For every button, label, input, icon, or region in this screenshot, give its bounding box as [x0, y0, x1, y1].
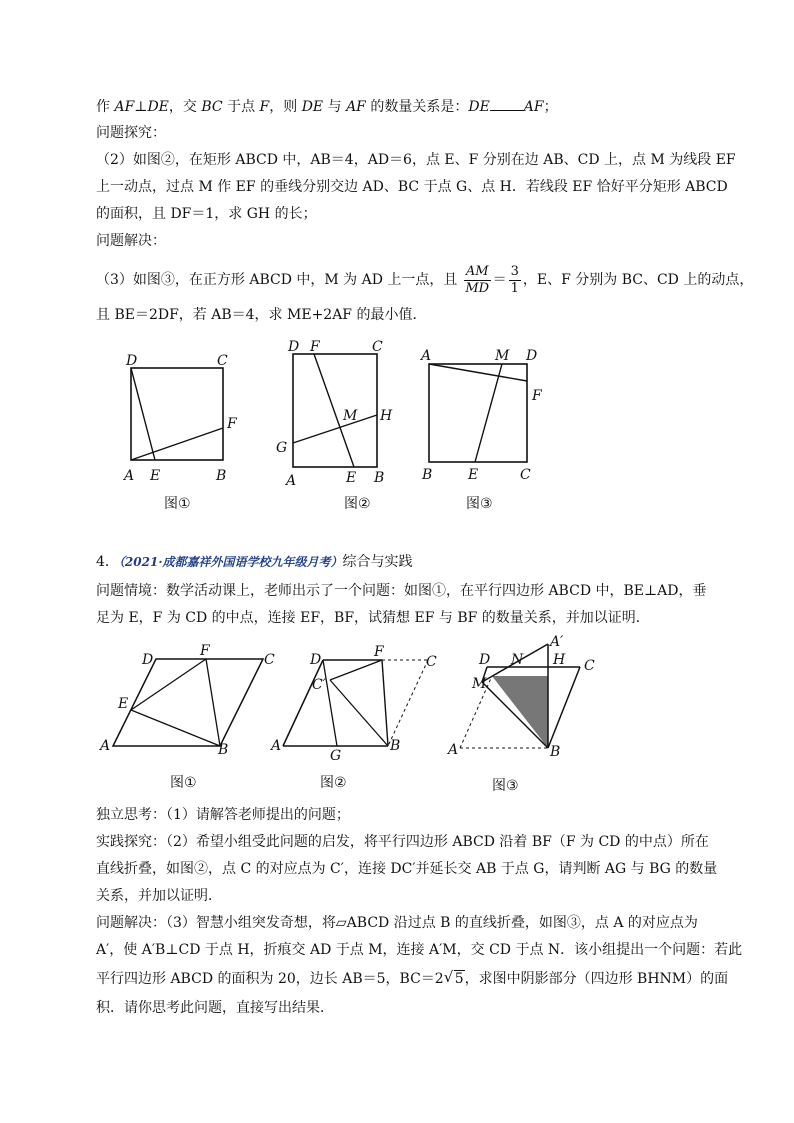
- q1-ending-line: 作 AF⊥DE，交 BC 于点 F，则 DE 与 AF 的数量关系是：DE AF；: [96, 96, 558, 117]
- segment-me: [475, 364, 502, 462]
- q2-line-1: （2）如图②，在矩形 ABCD 中，AB＝4，AD＝6，点 E、F 分别在边 AB、CD 上，点 M 为线段 EF: [96, 152, 736, 168]
- label-d: D: [526, 348, 538, 364]
- figure-4-3: [446, 634, 606, 803]
- label-b: B: [374, 470, 385, 486]
- label-e: E: [118, 696, 129, 712]
- segment-cb: [548, 667, 580, 748]
- segment-af: [429, 364, 527, 381]
- caption-fig2: 图②: [344, 496, 371, 512]
- label-h: H: [553, 652, 566, 668]
- label-m: M: [343, 408, 358, 424]
- segment-gh: [293, 415, 377, 443]
- label-e: E: [468, 467, 479, 483]
- heading-explore: 问题探究：: [96, 125, 166, 141]
- fraction-3-1: $\frac{3}{1}$: [510, 263, 519, 296]
- label-n: N: [511, 652, 524, 668]
- caption-fig1: 图①: [170, 775, 197, 791]
- label-b: B: [218, 742, 229, 758]
- label-d: D: [288, 339, 300, 355]
- figure-3-1: [118, 350, 258, 519]
- label-f: F: [310, 339, 320, 355]
- think-line-4: 关系，并加以证明．: [96, 888, 222, 904]
- label-c: C: [520, 467, 531, 483]
- problem-title: 综合与实践: [342, 554, 413, 570]
- label-c: C: [584, 658, 595, 674]
- shaded-region-bhnm: [492, 676, 548, 748]
- situation-line-2: 足为 E，F 为 CD 的中点，连接 EF，BF，试猜想 EF 与 BF 的数量关系，并加以证明．: [96, 610, 650, 626]
- sqrt-5: √ 5: [443, 968, 464, 987]
- label-f: F: [532, 388, 542, 404]
- label-d: D: [310, 652, 322, 668]
- label-b: B: [550, 744, 561, 760]
- label-f: F: [200, 643, 210, 659]
- label-a: A: [100, 738, 111, 754]
- situation-line-1: 问题情境：数学活动课上，老师出示了一个问题：如图①，在平行四边形 ABCD 中，BE⊥AD，垂: [96, 583, 707, 599]
- caption-fig1: 图①: [164, 496, 191, 512]
- think-line-1: 独立思考：（1）请解答老师提出的问题；: [96, 807, 350, 823]
- caption-fig3: 图③: [492, 778, 519, 794]
- segment-af: [131, 428, 223, 460]
- rectangle-abcd: [293, 354, 377, 467]
- label-a-prime: A′: [550, 634, 564, 650]
- q3-line-1: （3）如图③，在正方形 ABCD 中，M 为 AD 上一点，且 $\frac{AM}{MD}$ ＝ $\frac{3}{1}$ ，E、F 分别为 BC、CD 上的动点，: [96, 263, 754, 296]
- label-h: H: [380, 408, 393, 424]
- think-line-2: 实践探究：（2）希望小组受此问题的启发，将平行四边形 ABCD 沿着 BF（F 为 CD 的中点）所在: [96, 834, 709, 850]
- q2-line-3: 的面积，且 DF＝1，求 GH 的长；: [96, 206, 317, 222]
- caption-fig2: 图②: [320, 775, 347, 791]
- think-line-8: 积．请你思考此问题，直接写出结果．: [96, 1000, 334, 1016]
- q3-line-2: 且 BE＝2DF，若 AB＝4，求 ME+2AF 的最小值．: [96, 307, 427, 323]
- label-g: G: [330, 748, 342, 764]
- label-d: D: [479, 652, 491, 668]
- q2-line-2: 上一动点，过点 M 作 EF 的垂线分别交边 AD、BC 于点 G、点 H．若线段 EF 恰好平分矩形 ABCD: [96, 179, 728, 195]
- think-line-7: 平行四边形 ABCD 的面积为 20，边长 AB＝5，BC＝2 √ 5，求图中阴影部分（四边形 BHNM）的面: [96, 968, 729, 987]
- label-b: B: [390, 738, 401, 754]
- segment-bf: [206, 659, 220, 746]
- figure-3-2: [276, 336, 406, 520]
- label-a: A: [448, 742, 459, 758]
- label-c: C: [426, 654, 437, 670]
- figure-3-3: [418, 346, 558, 520]
- segment-bc-prime: [330, 680, 388, 746]
- fraction-am-md: $\frac{AM}{MD}$: [465, 263, 490, 296]
- label-b: B: [216, 468, 227, 484]
- label-a: A: [271, 738, 282, 754]
- problem-number: 4．: [96, 554, 119, 570]
- label-f: F: [374, 644, 384, 660]
- label-a: A: [286, 473, 297, 489]
- think-line-3: 直线折叠，如图②，点 C 的对应点为 C′，连接 DC′并延长交 AB 于点 G，请判断 AG 与 BG 的数量: [96, 861, 718, 877]
- label-g: G: [276, 440, 288, 456]
- segment-bf: [382, 660, 388, 746]
- label-c: C: [217, 353, 228, 369]
- segment-be: [131, 710, 220, 746]
- label-m: M: [495, 348, 510, 364]
- label-d: D: [126, 353, 138, 369]
- square-abcd: [131, 368, 223, 460]
- label-e: E: [346, 470, 357, 486]
- label-b: B: [422, 467, 433, 483]
- label-m: M: [472, 676, 487, 692]
- segment-cb-dashed: [388, 660, 428, 746]
- segment-de: [131, 368, 155, 460]
- label-c-prime: C′: [312, 677, 326, 693]
- figure-4-1: [96, 642, 286, 796]
- problem4-header: [96, 552, 413, 572]
- segment-dg: [323, 660, 337, 746]
- label-f: F: [227, 416, 237, 432]
- think-line-6: A′，使 A′B⊥CD 于点 H，折痕交 AD 于点 M，连接 A′M，交 CD 于点 N．该小组提出一个问题：若此: [96, 942, 743, 958]
- heading-solve: 问题解决：: [96, 233, 166, 249]
- label-d: D: [142, 652, 154, 668]
- label-c: C: [372, 339, 383, 355]
- answer-blank[interactable]: [490, 96, 524, 111]
- label-e: E: [150, 468, 161, 484]
- figure-4-2: [268, 642, 453, 796]
- caption-fig3: 图③: [466, 496, 493, 512]
- label-a: A: [124, 468, 135, 484]
- label-a: A: [421, 348, 432, 364]
- think-line-5: 问题解决：（3）智慧小组突发奇想，将▱ABCD 沿过点 B 的直线折叠，如图③，点 A 的对应点为: [96, 915, 698, 931]
- segment-ad: [283, 660, 323, 746]
- label-c: C: [264, 652, 275, 668]
- segment-fc-prime: [330, 660, 382, 680]
- problem-source: （2021·成都嘉祥外国语学校九年级月考）: [118, 555, 343, 569]
